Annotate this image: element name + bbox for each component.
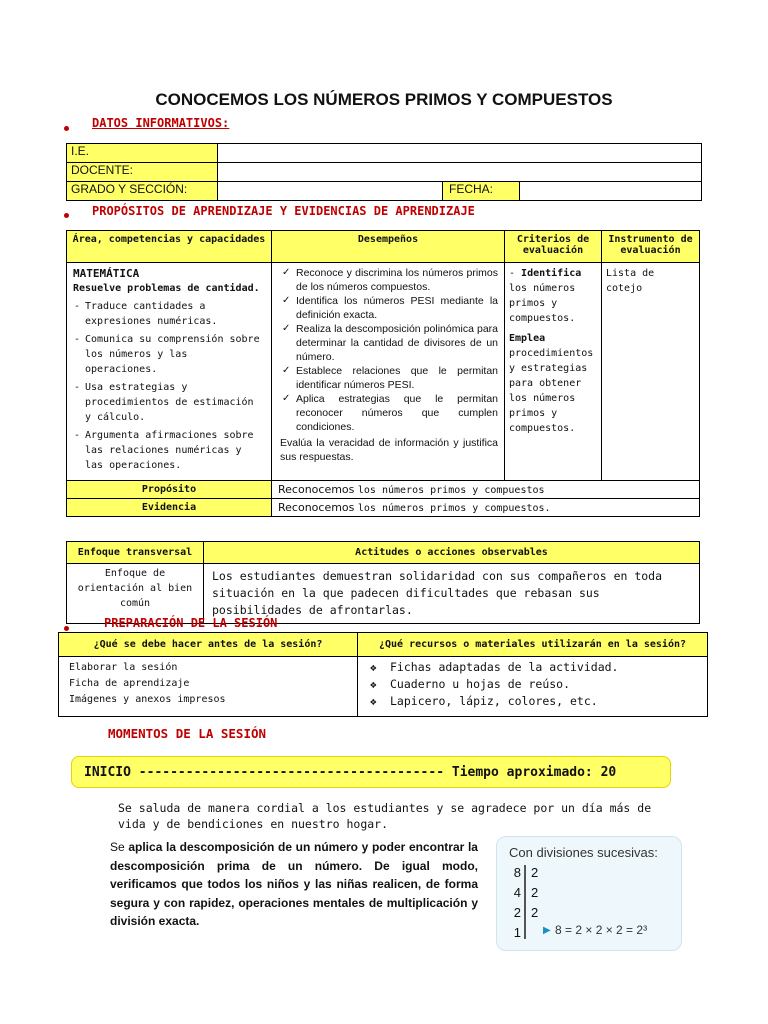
criterio-2 <box>509 331 597 436</box>
actitud-value: Los estudiantes demuestran solidaridad con sus compañeros en toda situación en la que padecen dificultades que rebasan sus posibilidades de afrontarlas. <box>204 564 700 624</box>
figure-caption: Con divisiones sucesivas: <box>509 845 658 860</box>
divisor-value: 2 <box>531 865 539 880</box>
competencia: Resuelve problemas de cantidad. <box>73 283 260 294</box>
evidencia-value-a: Reconocemos <box>278 501 355 514</box>
list-item: ✓ Reconoce y discrimina los números primos de los números compuestos. <box>280 266 498 294</box>
parrafo-text: aplica la descomposición de un número y poder encontrar la descomposición prima de un número. De igual modo, verificamos que todos los niños y las niñas realicen, de forma segura y con rapidez, operaciones mentales de multiplicación y división exacta. <box>110 840 478 928</box>
dividend-column <box>511 863 521 943</box>
header-instrumento: Instrumento de evaluación <box>602 231 700 263</box>
criterio-2-bold: Emplea <box>509 333 546 344</box>
desempenos-list <box>280 266 498 434</box>
antes-cell <box>59 657 358 717</box>
list-item: Ficha de aprendizaje <box>69 678 190 689</box>
criterio-1-rest: los números primos y compuestos. <box>509 283 576 324</box>
criterio-1-bold: Identifica <box>521 268 582 279</box>
desempeno-extra: Evalúa la veracidad de información y justifica sus respuestas. <box>280 437 498 463</box>
divisor-value: 2 <box>531 885 539 900</box>
area-cell <box>67 263 272 481</box>
header-enfoque: Enfoque transversal <box>67 542 204 564</box>
section-propositos: PROPÓSITOS DE APRENDIZAJE Y EVIDENCIAS DE APRENDIZAJE <box>92 204 475 218</box>
list-item: - Traduce cantidades a expresiones numéricas. <box>73 299 265 329</box>
list-item: ✓ Aplica estrategias que le permitan reconocer números que cumplen condiciones. <box>280 392 498 434</box>
grado-label: GRADO Y SECCIÓN: <box>67 182 218 201</box>
inicio-banner <box>71 756 671 788</box>
recursos-cell <box>358 657 708 717</box>
list-item: ✓ Establece relaciones que le permitan identificar números PESI. <box>280 364 498 392</box>
area-title: MATEMÁTICA <box>73 267 140 280</box>
evidencia-value <box>272 499 700 517</box>
purpose-table <box>66 230 700 517</box>
figure-result: 8 = 2 × 2 × 2 = 2³ <box>555 923 648 937</box>
page-title: CONOCEMOS LOS NÚMEROS PRIMOS Y COMPUESTOS <box>155 90 613 109</box>
inicio-label: INICIO <box>84 765 131 780</box>
section-preparacion: PREPARACIÓN DE LA SESIÓN <box>104 616 278 630</box>
recursos-list <box>368 659 697 710</box>
se-word: Se <box>110 840 125 854</box>
list-item: Elaborar la sesión <box>69 662 178 673</box>
dividend-value: 1 <box>513 925 521 940</box>
list-item: - Usa estrategias y procedimientos de estimación y cálculo. <box>73 380 265 425</box>
list-item: ❖ Fichas adaptadas de la actividad. <box>368 659 697 676</box>
docente-label: DOCENTE: <box>67 163 218 182</box>
divisor-column <box>531 863 538 943</box>
inicio-paragraph <box>110 838 478 931</box>
list-item: ✓ Identifica los números PESI mediante la definición exacta. <box>280 294 498 322</box>
fecha-value <box>520 182 702 201</box>
header-desempenos: Desempeños <box>272 231 505 263</box>
instrumento-cell: Lista de cotejo <box>602 263 700 481</box>
list-item: ❖ Cuaderno u hojas de reúso. <box>368 676 697 693</box>
list-item: Imágenes y anexos impresos <box>69 694 226 705</box>
enfoque-value: Enfoque de orientación al bien común <box>67 564 204 624</box>
proposito-label: Propósito <box>67 481 272 499</box>
capacidades-list <box>73 299 265 473</box>
list-item: ✓ Realiza la descomposición polinómica para determinar la cantidad de divisores de un número. <box>280 322 498 364</box>
divisor-value <box>531 923 538 943</box>
header-antes: ¿Qué se debe hacer antes de la sesión? <box>59 633 358 657</box>
list-item: - Argumenta afirmaciones sobre las relaciones numéricas y las operaciones. <box>73 428 265 473</box>
desempenos-cell <box>272 263 505 481</box>
ie-value <box>218 144 702 163</box>
proposito-value-a: Reconocemos <box>278 483 355 496</box>
header-area: Área, competencias y capacidades <box>67 231 272 263</box>
division-bar <box>524 865 526 939</box>
grado-value <box>218 182 443 201</box>
division-figure <box>496 836 682 951</box>
saludo-text: Se saluda de manera cordial a los estudiantes y se agradece por un día más de vida y de bendiciones en nuestro hogar. <box>118 801 652 831</box>
proposito-value <box>272 481 700 499</box>
bullet-icon <box>64 126 69 131</box>
inicio-dashes: --------------------------------------- <box>138 765 445 780</box>
enfoque-table <box>66 541 700 624</box>
bullet-icon <box>64 626 69 631</box>
list-item: - Comunica su comprensión sobre los números y las operaciones. <box>73 332 265 377</box>
divisor-value: 2 <box>531 905 539 920</box>
info-table <box>66 143 702 201</box>
criterio-2-rest: procedimientos y estrategias para obtener los números primos y compuestos. <box>509 348 594 434</box>
evidencia-value-b: los números primos y compuestos. <box>357 503 551 514</box>
list-item: ❖ Lapicero, lápiz, colores, etc. <box>368 693 697 710</box>
dividend-value: 2 <box>513 905 521 920</box>
dividend-value: 4 <box>513 885 521 900</box>
header-criterios: Criterios de evaluación <box>505 231 602 263</box>
section-datos: DATOS INFORMATIVOS: <box>92 116 230 130</box>
inicio-tiempo: Tiempo aproximado: 20 <box>451 765 617 780</box>
prep-table <box>58 632 708 717</box>
arrow-right-icon: ▶ <box>543 925 551 936</box>
dividend-value: 8 <box>513 865 521 880</box>
docente-value <box>218 163 702 182</box>
criterios-cell <box>505 263 602 481</box>
ie-label: I.E. <box>67 144 218 163</box>
header-actitudes: Actitudes o acciones observables <box>204 542 700 564</box>
evidencia-label: Evidencia <box>67 499 272 517</box>
section-momentos: MOMENTOS DE LA SESIÓN <box>108 726 267 741</box>
proposito-value-b: los números primos y compuestos <box>357 485 545 496</box>
header-recursos: ¿Qué recursos o materiales utilizarán en la sesión? <box>358 633 708 657</box>
fecha-label: FECHA: <box>443 182 520 201</box>
criterio-1: - Identifica los números primos y compuestos. <box>509 268 582 324</box>
bullet-icon <box>64 213 69 218</box>
